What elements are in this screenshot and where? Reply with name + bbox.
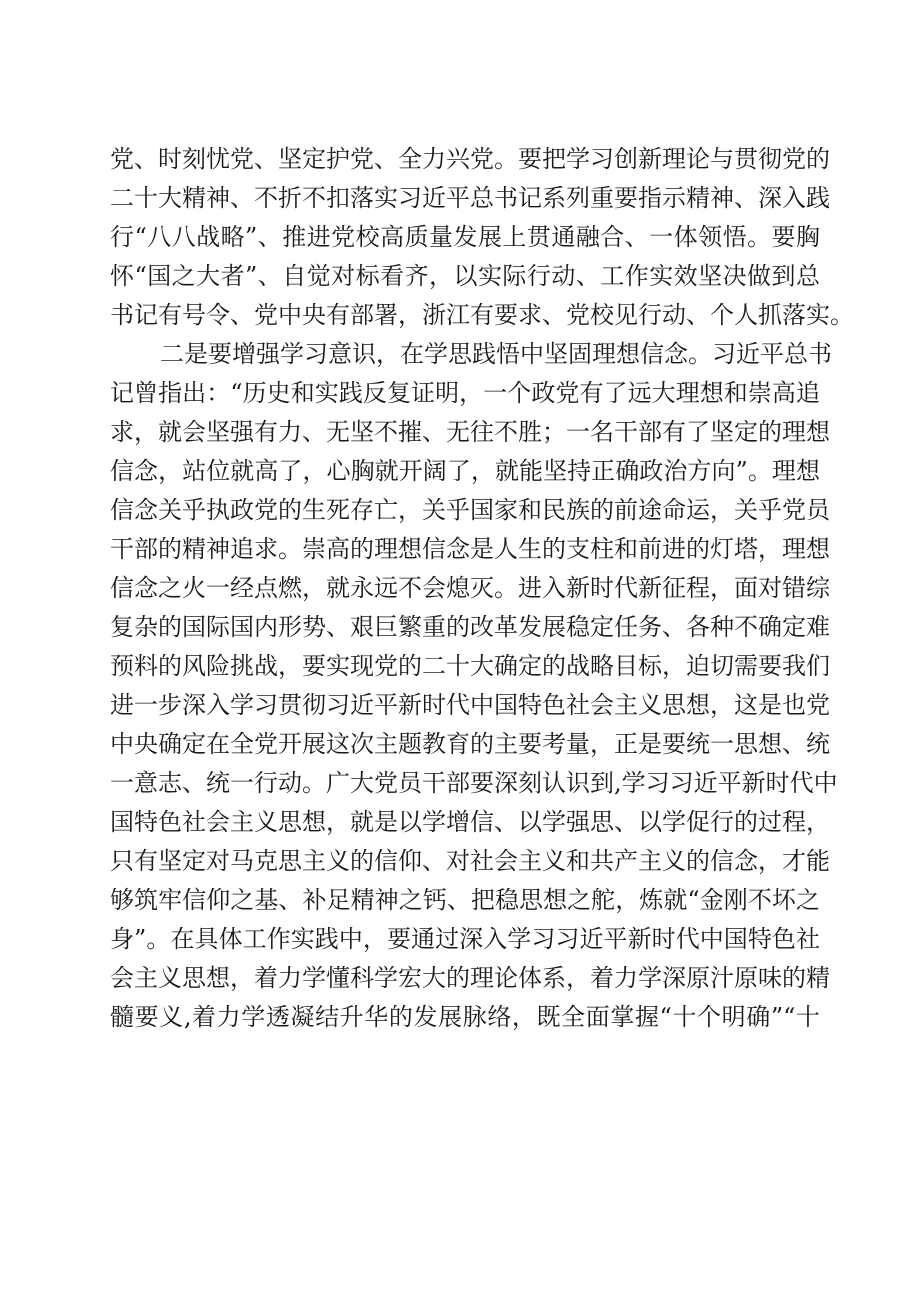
text-line-10: 信念关乎执政党的生死存亡，关乎国家和民族的前途命运，关乎党员 bbox=[110, 496, 830, 524]
text-line-18: 国特色社会主义思想，就是以学增信、以学强思、以学促行的过程， bbox=[110, 808, 830, 836]
text-line-6: 二是要增强学习意识，在学思践悟中坚固理想信念。习近平总书 bbox=[160, 340, 832, 368]
text-line-4: 怀“国之大者”、自觉对标看齐，以实际行动、工作实效坚决做到总 bbox=[110, 262, 820, 290]
text-line-22: 会主义思想，着力学懂科学宏大的理论体系，着力学深原汁原味的精 bbox=[110, 964, 830, 992]
text-line-13: 复杂的国际国内形势、艰巨繁重的改革发展稳定任务、各种不确定难 bbox=[110, 613, 830, 641]
text-line-5: 书记有号令、党中央有部署，浙江有要求、党校见行动、个人抓落实。 bbox=[110, 301, 854, 329]
text-line-21: 身”。在具体工作实践中，要通过深入学习习近平新时代中国特色社 bbox=[110, 925, 820, 953]
text-line-1: 党、时刻忧党、坚定护党、全力兴党。要把学习创新理论与贯彻党的 bbox=[110, 145, 830, 173]
text-line-11: 干部的精神追求。崇高的理想信念是人生的支柱和前进的灯塔，理想 bbox=[110, 535, 830, 563]
text-line-14: 预料的风险挑战，要实现党的二十大确定的战略目标，迫切需要我们 bbox=[110, 652, 830, 680]
text-line-3: 行“八八战略”、推进党校高质量发展上贯通融合、一体领悟。要胸 bbox=[110, 223, 820, 251]
text-line-7: 记曾指出：“历史和实践反复证明，一个政党有了远大理想和崇高追 bbox=[110, 379, 820, 407]
text-line-9: 信念，站位就高了，心胸就开阔了，就能坚持正确政治方向”。理想 bbox=[110, 457, 820, 485]
text-line-8: 求，就会坚强有力、无坚不摧、无往不胜；一名干部有了坚定的理想 bbox=[110, 418, 830, 446]
text-line-20: 够筑牢信仰之基、补足精神之钙、把稳思想之舵，炼就“金刚不坏之 bbox=[110, 886, 820, 914]
text-line-15: 进一步深入学习贯彻习近平新时代中国特色社会主义思想，这是也党 bbox=[110, 691, 830, 719]
text-line-17: 一意志、统一行动。广大党员干部要深刻认识到,学习习近平新时代中 bbox=[110, 769, 838, 797]
text-line-16: 中央确定在全党开展这次主题教育的主要考量，正是要统一思想、统 bbox=[110, 730, 830, 758]
text-line-19: 只有坚定对马克思主义的信仰、对社会主义和共产主义的信念，才能 bbox=[110, 847, 830, 875]
body-text bbox=[110, 140, 854, 1037]
text-line-12: 信念之火一经点燃，就永远不会熄灭。进入新时代新征程，面对错综 bbox=[110, 574, 830, 602]
text-line-2: 二十大精神、不折不扣落实习近平总书记系列重要指示精神、深入践 bbox=[110, 184, 830, 212]
text-line-23: 髓要义,着力学透凝结升华的发展脉络，既全面掌握“十个明确”“十 bbox=[110, 1003, 820, 1031]
